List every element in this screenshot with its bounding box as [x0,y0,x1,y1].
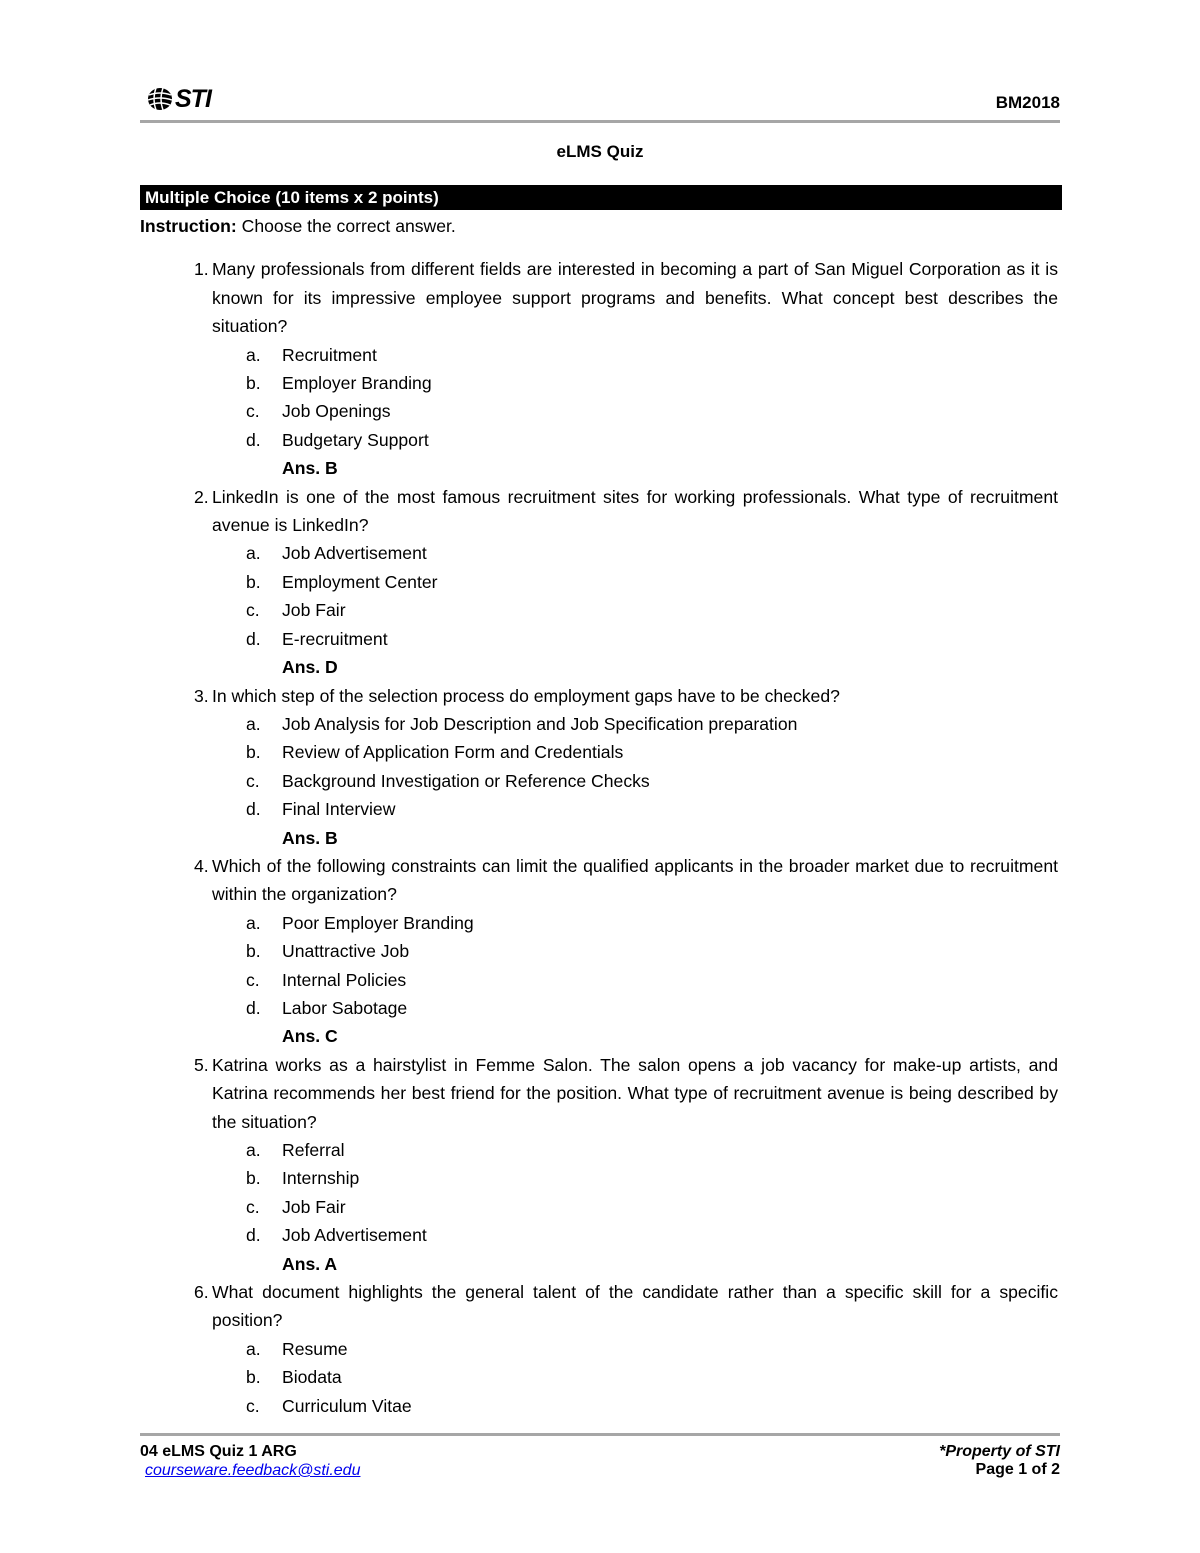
option-letter: c. [246,401,260,422]
option-text: Biodata [282,1367,342,1388]
answer-key: Ans. C [282,1026,338,1047]
option-text: Recruitment [282,344,377,365]
option-text: Labor Sabotage [282,997,408,1018]
answer-option [140,1363,1058,1391]
answer-option [140,1164,1058,1192]
option-text: Job Fair [282,600,346,621]
logo-text: STI [175,84,211,113]
option-letter: b. [246,1168,261,1189]
question-text: Many professionals from different fields are interested in becoming a part of San Miguel Corporation as it is known for its impressive employee support programs and benefits. What concept best describes the situation? [212,259,1058,337]
question-item [140,1278,1058,1335]
option-text: Budgetary Support [282,429,429,450]
option-text: Job Openings [282,401,391,422]
header-divider [140,120,1060,123]
question-text: What document highlights the general talent of the candidate rather than a specific skill for a specific position? [212,1282,1058,1331]
option-letter: a. [246,1140,261,1160]
answer-option [140,1193,1058,1221]
option-text: Employer Branding [282,373,432,394]
answer-option [140,966,1058,994]
answer-option [140,1136,1058,1164]
question-item [140,1051,1058,1136]
option-text: E-recruitment [282,628,388,649]
question-list [140,255,1058,1420]
option-letter: b. [246,373,261,394]
answer-option [140,1221,1058,1249]
page-header [140,82,1060,122]
option-text: Employment Center [282,571,438,592]
question-number: 2. [194,486,209,507]
answer-key: Ans. D [282,657,338,678]
question-number: 4. [194,855,209,876]
answer-option [140,539,1058,567]
option-letter: c. [246,770,260,791]
option-letter: d. [246,1225,261,1246]
answer-option [140,596,1058,624]
option-letter: d. [246,429,261,450]
answer-key: Ans. B [282,827,338,848]
option-text: Internship [282,1168,360,1189]
option-letter: c. [246,969,260,990]
option-letter: a. [246,344,261,365]
question-number: 5. [194,1054,209,1075]
answer-option [140,625,1058,653]
option-text: Review of Application Form and Credentials [282,742,624,763]
instruction [140,212,1058,240]
option-letter: b. [246,941,261,962]
footer-divider [140,1433,1060,1436]
option-letter: a. [246,713,261,734]
answer-option [140,1392,1058,1420]
option-letter: b. [246,1367,261,1388]
option-letter: c. [246,600,260,621]
option-letter: c. [246,1395,260,1416]
option-text: Referral [282,1140,345,1160]
answer-key: Ans. B [282,458,338,479]
answer-option [140,1335,1058,1363]
globe-icon [146,86,174,112]
option-text: Resume [282,1338,348,1359]
option-letter: a. [246,912,261,933]
quiz-content [140,212,1058,1420]
answer-option [140,369,1058,397]
option-text: Job Advertisement [282,1225,427,1246]
option-text: Internal Policies [282,969,407,990]
answer-option [140,795,1058,823]
instruction-text: Choose the correct answer. [241,216,456,236]
footer-left [140,1443,360,1480]
option-text: Job Advertisement [282,543,427,564]
option-letter: b. [246,571,261,592]
question-number: 3. [194,685,209,706]
answer-option [140,341,1058,369]
question-item [140,682,1058,710]
footer-right [939,1443,1060,1479]
answer-option [140,710,1058,738]
answer-option [140,994,1058,1022]
footer-doc-name: 04 eLMS Quiz 1 ARG [140,1443,297,1460]
option-text: Job Analysis for Job Description and Job Specification preparation [282,713,798,734]
question-text: LinkedIn is one of the most famous recruitment sites for working professionals. What type of recruitment avenue is LinkedIn? [212,486,1058,536]
question-text: Katrina works as a hairstylist in Femme Salon. The salon opens a job vacancy for make-up artists, and Katrina recommends her best friend for the position. What type of recruitment avenue is being described by the situation? [212,1054,1058,1132]
question-text: In which step of the selection process do employment gaps have to be checked? [212,685,840,706]
page-number: Page 1 of 2 [975,1461,1060,1478]
answer-option [140,738,1058,766]
answer-option [140,397,1058,425]
question-item [140,255,1058,340]
instruction-label: Instruction: [140,216,237,236]
option-letter: c. [246,1196,260,1217]
question-number: 1. [194,259,209,280]
section-heading: Multiple Choice (10 items x 2 points) [140,185,1062,210]
question-item [140,852,1058,909]
answer-option [140,767,1058,795]
document-code: BM2018 [995,93,1060,112]
question-text: Which of the following constraints can limit the qualified applicants in the broader market due to recruitment within the organization? [212,855,1058,905]
option-text: Unattractive Job [282,941,410,962]
property-notice: *Property of STI [939,1443,1060,1460]
answer-option [140,426,1058,454]
sti-logo [146,84,211,114]
option-letter: a. [246,543,261,564]
page-title: eLMS Quiz [556,142,644,161]
answer-option [140,937,1058,965]
option-text: Poor Employer Branding [282,912,474,933]
option-letter: b. [246,742,261,763]
answer-option [140,909,1058,937]
option-letter: a. [246,1338,261,1359]
option-text: Final Interview [282,799,396,820]
answer-option [140,568,1058,596]
option-text: Background Investigation or Reference Checks [282,770,650,791]
option-letter: d. [246,628,261,649]
answer-key: Ans. A [282,1253,338,1274]
option-text: Job Fair [282,1196,346,1217]
question-item [140,483,1058,540]
option-text: Curriculum Vitae [282,1395,412,1416]
option-letter: d. [246,799,261,820]
feedback-email-link[interactable]: courseware.feedback@sti.edu [145,1462,361,1479]
question-number: 6. [194,1282,209,1303]
option-letter: d. [246,997,261,1018]
